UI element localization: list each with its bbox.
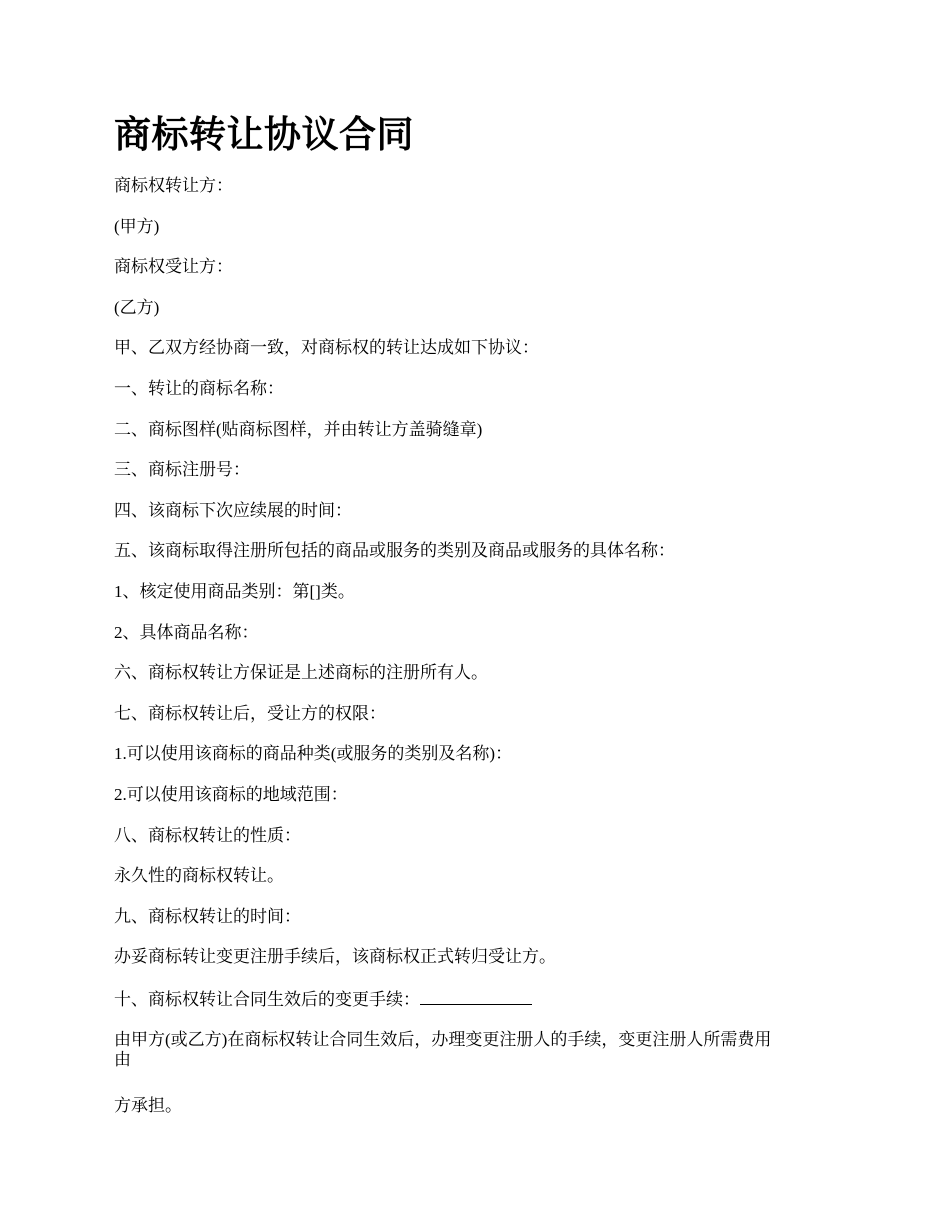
clause-2: 二、商标图样(贴商标图样，并由转让方盖骑缝章): [114, 419, 483, 439]
clause-8-detail: 永久性的商标权转让。: [114, 866, 284, 886]
paragraph-agreement-intro: 甲、乙双方经协商一致，对商标权的转让达成如下协议：: [114, 338, 539, 358]
fee-paragraph: [114, 1030, 834, 1070]
paragraph-transferor: 商标权转让方：: [114, 176, 233, 195]
clause-5: 五、该商标取得注册所包括的商品或服务的类别及商品或服务的具体名称：: [114, 541, 675, 561]
fee-line-1: 由甲方(或乙方)在商标权转让合同生效后，办理变更注册人的手续，变更注册人所需费用: [114, 1030, 772, 1050]
fee-line-2: 由: [114, 1050, 131, 1070]
document-title: 商标转让协议合同: [114, 115, 414, 156]
clause-9: 九、商标权转让的时间：: [114, 906, 301, 926]
clause-10: [114, 988, 834, 1010]
clause-4: 四、该商标下次应续展的时间：: [114, 500, 352, 520]
clause-7: 七、商标权转让后，受让方的权限：: [114, 703, 386, 723]
document-page: [114, 112, 834, 1137]
clause-7-item-1: 1.可以使用该商标的商品种类(或服务的类别及名称)：: [114, 744, 513, 764]
clause-3: 三、商标注册号：: [114, 460, 250, 480]
fill-in-blank: [420, 988, 532, 1005]
clause-8: 八、商标权转让的性质：: [114, 825, 301, 845]
paragraph-party-b: (乙方): [114, 297, 160, 317]
fee-bearer: 方承担。: [114, 1096, 182, 1116]
clause-6: 六、商标权转让方保证是上述商标的注册所有人。: [114, 663, 488, 683]
paragraph-transferee: 商标权受让方：: [114, 257, 233, 277]
paragraph-party-a: (甲方): [114, 216, 160, 236]
clause-5-item-1: 1、核定使用商品类别：第[]类。: [114, 581, 355, 601]
clause-7-item-2: 2.可以使用该商标的地域范围：: [114, 784, 348, 804]
clause-1: 一、转让的商标名称：: [114, 378, 284, 398]
clause-9-detail: 办妥商标转让变更注册手续后，该商标权正式转归受让方。: [114, 947, 556, 967]
clause-10-text: 十、商标权转让合同生效后的变更手续：: [114, 989, 420, 1009]
clause-5-item-2: 2、具体商品名称：: [114, 622, 259, 642]
